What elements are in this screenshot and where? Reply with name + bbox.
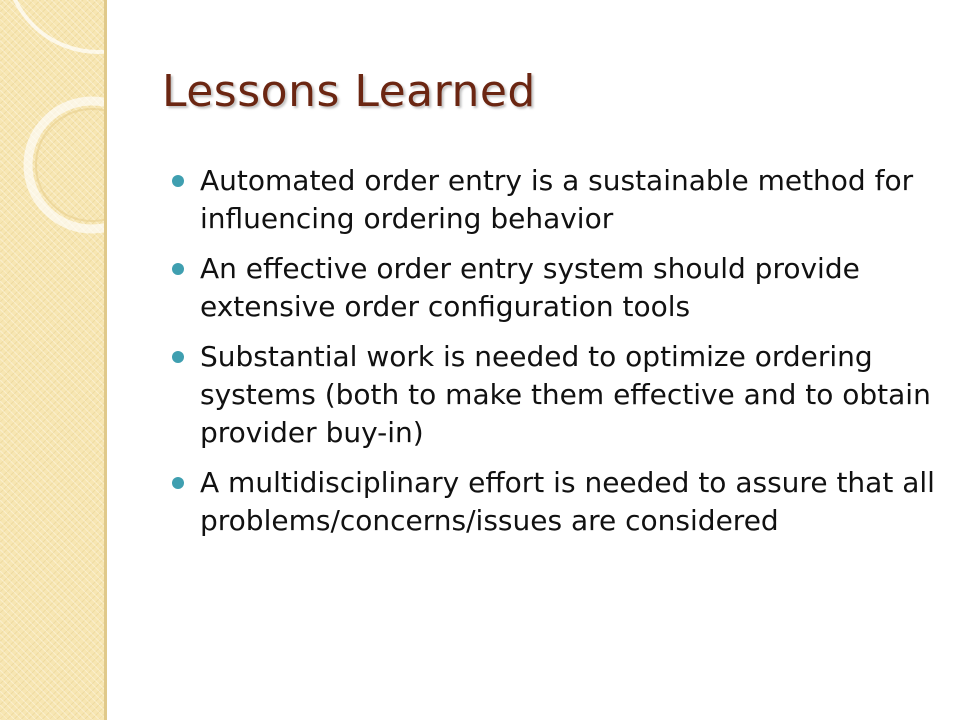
bullet-item — [172, 162, 942, 238]
bullet-text: Automated order entry is a sustainable method for influencing ordering behavior — [200, 164, 914, 235]
bullet-item — [172, 250, 942, 326]
bullet-dot-icon — [172, 175, 184, 187]
decorative-circles — [0, 0, 106, 720]
bullet-item — [172, 464, 942, 540]
bullet-text: A multidisciplinary effort is needed to assure that all problems/concerns/issues are considered — [200, 466, 935, 537]
decorative-circle-top — [6, 0, 106, 52]
slide-title: Lessons Learned — [162, 66, 536, 117]
bullet-text: Substantial work is needed to optimize ordering systems (both to make them effective and to obtain provider buy-in) — [200, 340, 931, 449]
sidebar-edge — [104, 0, 107, 720]
bullet-item — [172, 338, 942, 452]
decorative-circle-middle — [28, 101, 106, 229]
bullet-list — [172, 162, 942, 552]
bullet-dot-icon — [172, 263, 184, 275]
bullet-dot-icon — [172, 477, 184, 489]
bullet-dot-icon — [172, 351, 184, 363]
decorative-sidebar — [0, 0, 106, 720]
bullet-text: An effective order entry system should provide extensive order configuration tools — [200, 252, 860, 323]
